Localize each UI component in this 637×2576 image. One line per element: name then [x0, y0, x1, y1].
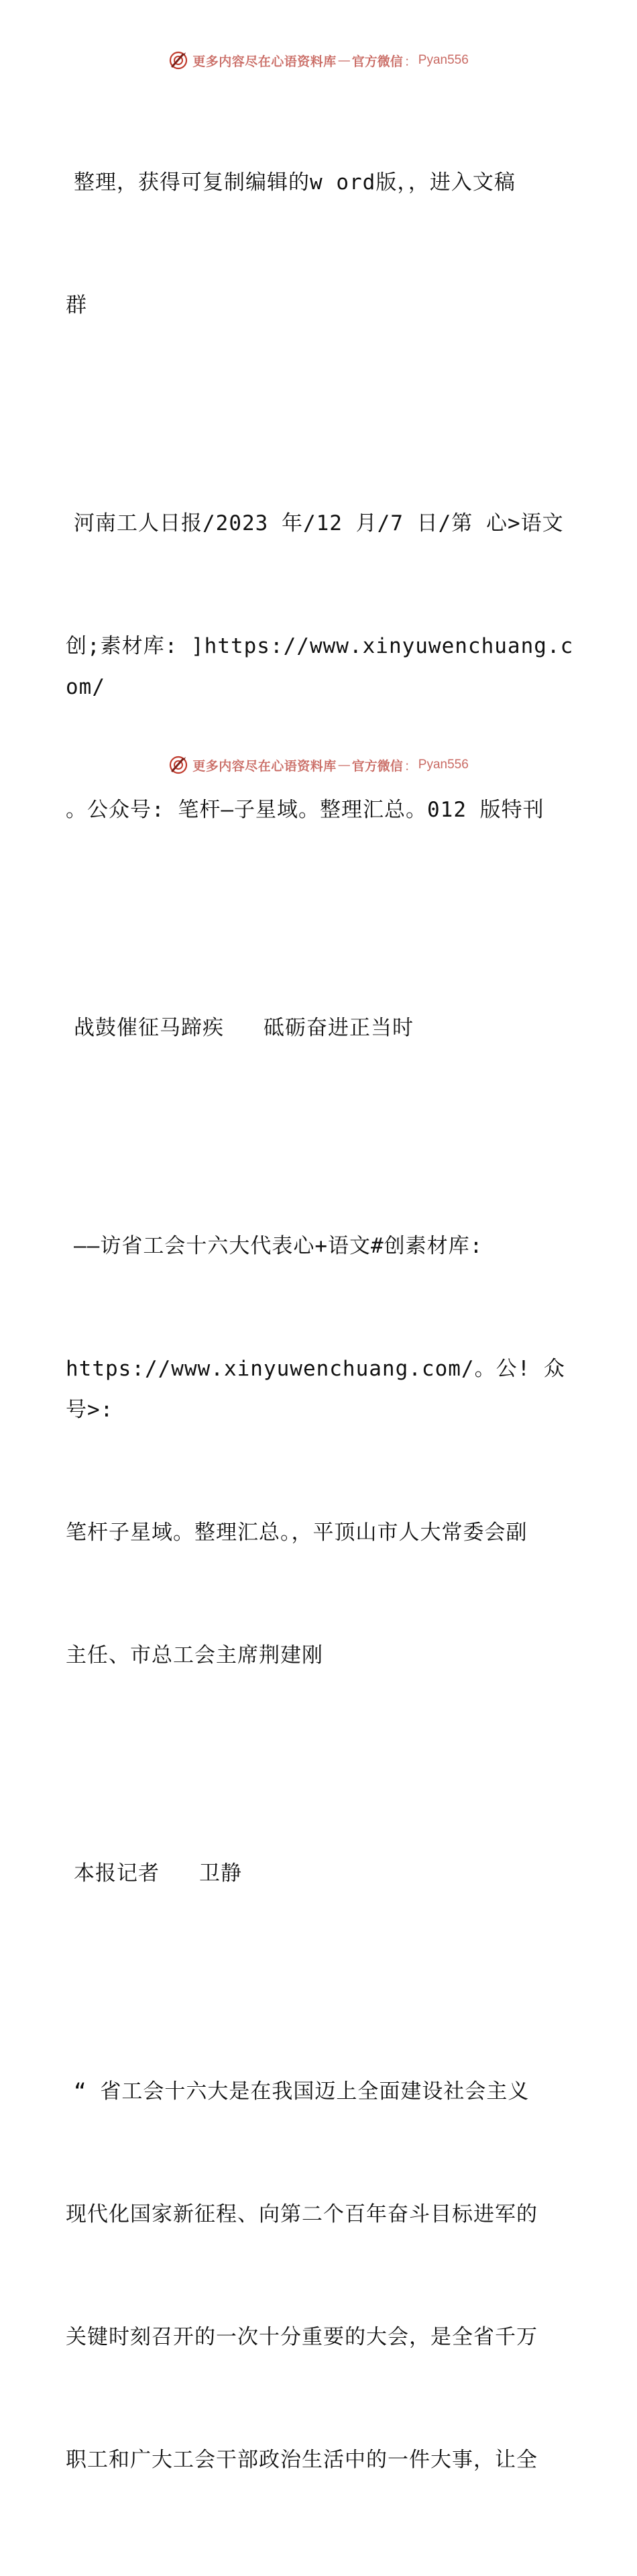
wechat-label: 官方微信 [351, 758, 403, 774]
footer-banner [0, 752, 637, 778]
paragraph-source [66, 421, 575, 913]
text-line: 现代化国家新征程、向第二个百年奋斗目标进军的 [66, 2202, 538, 2226]
text-line: https://www.xinyuwenchuang.com/。公! 众号>: [66, 1357, 565, 1422]
wechat-id: Pyan556 [418, 53, 469, 67]
text-line: 本报记者 卫静 [74, 1861, 242, 1886]
document-body [66, 81, 575, 2576]
text-line: ——访省工会十六大代表心+语文#创素材库: [74, 1234, 483, 1258]
byline [66, 1771, 575, 1976]
text-line: 河南工人日报/2023 年/12 月/7 日/第 心>语文 [74, 511, 564, 535]
logo-icon [168, 755, 188, 775]
text-line: 笔杆子星域。整理汇总。，平顶山市人大常委会副 [66, 1521, 528, 1545]
banner-dash: — [337, 53, 351, 68]
text-line: 创;素材库: ]https://www.xinyuwenchuang.com/ [66, 634, 574, 699]
header-banner [0, 47, 637, 74]
paragraph-body [66, 1990, 575, 2563]
text-line: 。公众号: 笔杆—子星域。整理汇总。012 版特刊 [66, 798, 544, 822]
text-line: 主任、市总工会主席荆建刚 [66, 1643, 323, 1667]
text-line: 群 [66, 293, 87, 317]
wechat-id: Pyan556 [418, 758, 469, 772]
article-subtitle [66, 1144, 575, 1758]
text-line: 职工和广大工会干部政治生活中的一件大事，让全 [66, 2448, 538, 2472]
wechat-label: 官方微信 [351, 54, 403, 69]
banner-colon: ： [404, 758, 417, 774]
logo-icon [168, 50, 188, 70]
text-line: 战鼓催征马蹄疾 砥砺奋进正当时 [74, 1016, 414, 1040]
site-name: 更多内容尽在心语资料库 [192, 758, 337, 774]
banner-colon: ： [404, 54, 417, 69]
text-line: 关键时刻召开的一次十分重要的大会，是全省千万 [66, 2325, 538, 2349]
site-name: 更多内容尽在心语资料库 [192, 54, 337, 69]
paragraph-intro [66, 81, 575, 408]
article-title [66, 926, 575, 1131]
text-line: 整理，获得可复制编辑的w ord版，，进入文稿 [74, 170, 516, 195]
banner-dash: — [337, 758, 351, 772]
text-line: “ 省工会十六大是在我国迈上全面建设社会主义 [74, 2079, 530, 2104]
